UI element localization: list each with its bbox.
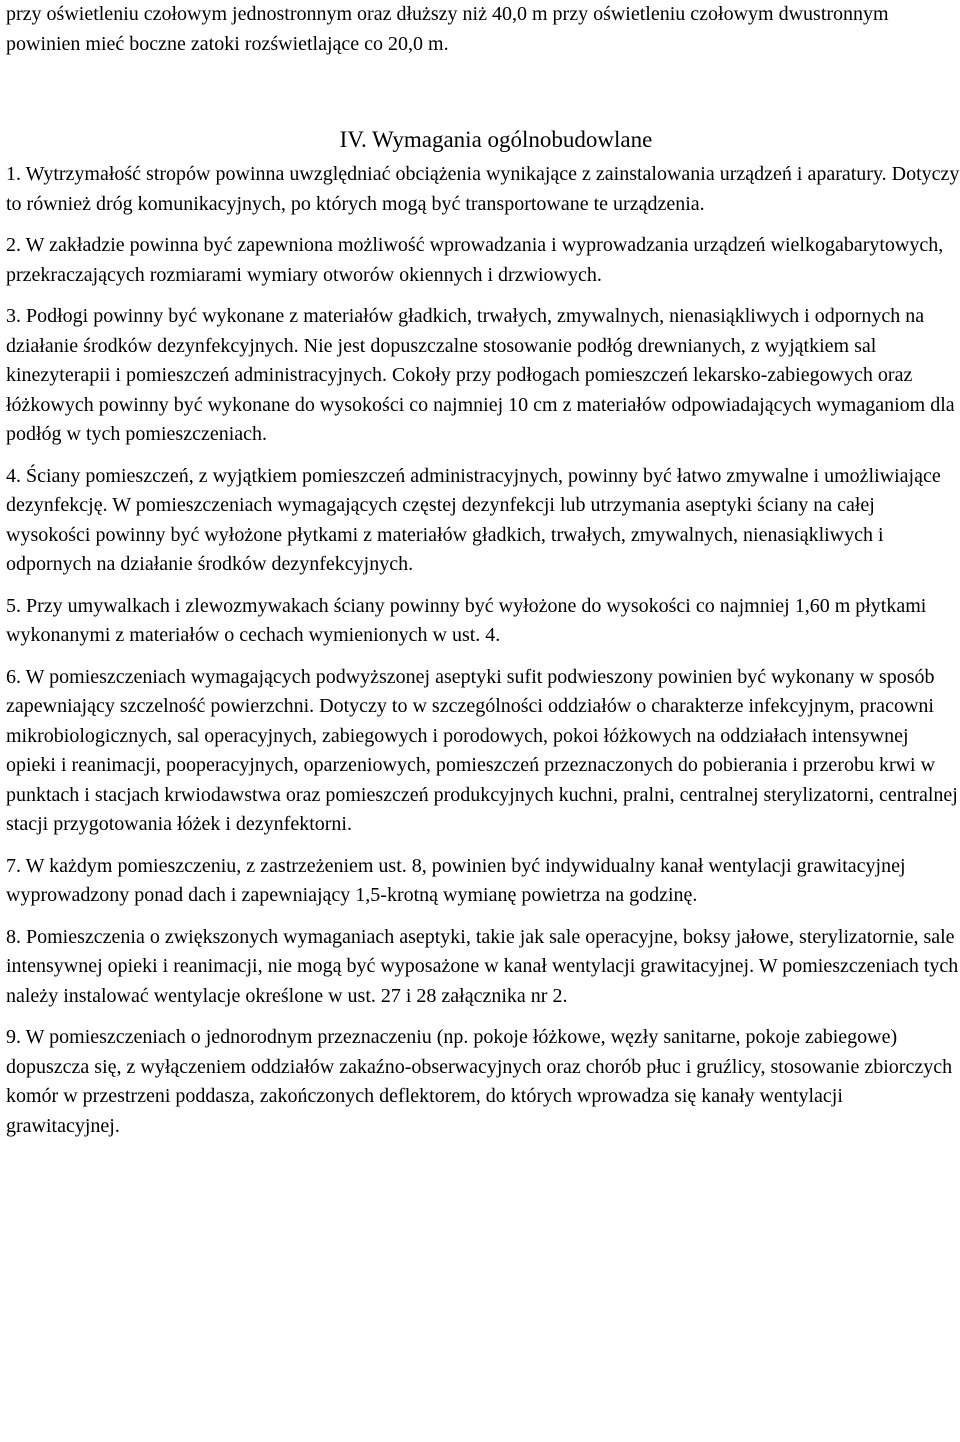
requirement-item-2: 2. W zakładzie powinna być zapewniona możliwość wprowadzania i wyprowadzania urządzeń wielkogabarytowych, przekraczających rozmiarami wymiary otworów okiennych i drzwiowych. bbox=[6, 234, 944, 286]
requirement-item-1: 1. Wytrzymałość stropów powinna uwzględniać obciążenia wynikające z zainstalowania urządzeń i aparatury. Dotyczy to również dróg komunikacyjnych, po których mogą być transportowane te urządzenia. bbox=[6, 163, 960, 215]
intro-paragraph: przy oświetleniu czołowym jednostronnym oraz dłuższy niż 40,0 m przy oświetleniu czołowym dwustronnym powinien mieć boczne zatoki rozświetlające co 20,0 m. bbox=[6, 3, 889, 55]
requirement-item-5: 5. Przy umywalkach i zlewozmywakach ściany powinny być wyłożone do wysokości co najmniej 1,60 m płytkami wykonanymi z materiałów o cechach wymienionych w ust. 4. bbox=[6, 594, 927, 646]
requirement-item-7: 7. W każdym pomieszczeniu, z zastrzeżeniem ust. 8, powinien być indywidualny kanał wentylacji grawitacyjnej wyprowadzony ponad dach i zapewniający 1,5-krotną wymianę powietrza na godzinę. bbox=[6, 854, 906, 906]
section-title: IV. Wymagania ogólnobudowlane bbox=[339, 127, 653, 152]
requirement-item-9: 9. W pomieszczeniach o jednorodnym przeznaczeniu (np. pokoje łóżkowe, węzły sanitarne, pokoje zabiegowe) dopuszcza się, z wyłączeniem oddziałów zakaźno-obserwacyjnych oraz chorób płuc i gruźlicy, stosowanie zbiorczych komór w przestrzeni poddasza, zakończonych deflektorem, do których wprowadza się kanały wentylacji grawitacyjnej. bbox=[6, 1026, 953, 1137]
requirement-item-3: 3. Podłogi powinny być wykonane z materiałów gładkich, trwałych, zmywalnych, nienasiąkliwych i odpornych na działanie środków dezynfekcyjnych. Nie jest dopuszczalne stosowanie podłóg drewnianych, z wyjątkiem sal kinezyterapii i pomieszczeń administracyjnych. Cokoły przy podłogach pomieszczeń lekarsko-zabiegowych oraz łóżkowych powinny być wykonane do wysokości co najmniej 10 cm z materiałów odpowiadających wymaganiom dla podłóg w tych pomieszczeniach. bbox=[6, 305, 955, 445]
requirement-item-8: 8. Pomieszczenia o zwiększonych wymaganiach aseptyki, takie jak sale operacyjne, boksy jałowe, sterylizatornie, sale intensywnej opieki i reanimacji, nie mogą być wyposażone w kanał wentylacji grawitacyjnej. W pomieszczeniach tych należy instalować wentylacje określone w ust. 27 i 28 załącznika nr 2. bbox=[6, 925, 959, 1007]
requirement-item-4: 4. Ściany pomieszczeń, z wyjątkiem pomieszczeń administracyjnych, powinny być łatwo zmywalne i umożliwiające dezynfekcję. W pomieszczeniach wymagających częstej dezynfekcji lub utrzymania aseptyki ściany na całej wysokości powinny być wyłożone płytkami z materiałów gładkich, trwałych, zmywalnych, nienasiąkliwych i odpornych na działanie środków dezynfekcyjnych. bbox=[6, 464, 941, 575]
requirement-item-6: 6. W pomieszczeniach wymagających podwyższonej aseptyki sufit podwieszony powinien być wykonany w sposób zapewniający szczelność powierzchni. Dotyczy to w szczególności oddziałów o charakterze infekcyjnym, pracowni mikrobiologicznych, sal operacyjnych, zabiegowych i porodowych, pokoi łóżkowych na oddziałach intensywnej opieki i reanimacji, pooperacyjnych, oparzeniowych, pomieszczeń przeznaczonych do pobierania i przerobu krwi w punktach i stacjach krwiodawstwa oraz pomieszczeń produkcyjnych kuchni, pralni, centralnej sterylizatorni, centralnej stacji przygotowania łóżek i dezynfektorni. bbox=[6, 665, 958, 835]
